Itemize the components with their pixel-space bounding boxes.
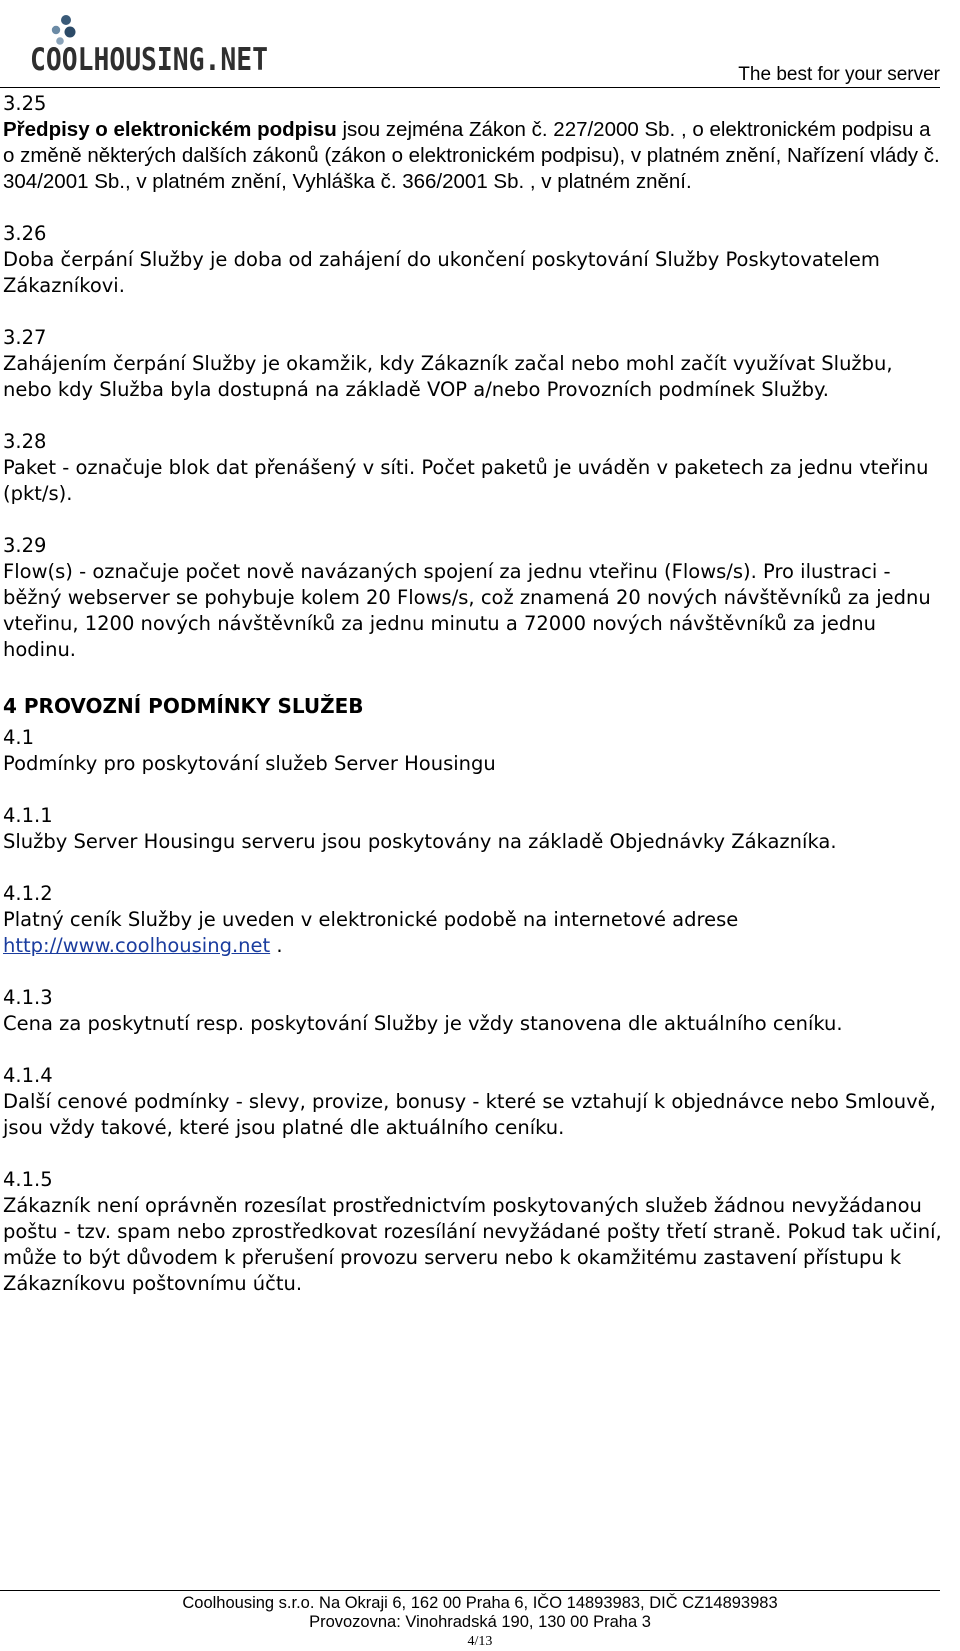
section-number: 4.1.5 [3, 1168, 53, 1191]
section-body-end: . [270, 934, 283, 957]
section-text: Flow(s) - označuje počet nově navázaných spojení za jednu vteřinu (Flows/s). Pro ilustraci - běžný webserver se pohybuje kolem 20 Flows/s, což znamená 20 nových návštěvníků za jednu vteřinu, 1200 nových návštěvníků za jednu minutu a 72000 nových návštěvníků za jednu hodinu. [3, 560, 931, 661]
page-number: 4/13 [467, 1634, 493, 1649]
header-divider [0, 87, 940, 88]
section-number: 3.29 [3, 534, 47, 557]
section-text [3, 907, 943, 959]
section-text: Doba čerpání Služby je doba od zahájení do ukončení poskytování Služby Poskytovatelem Zákazníkovi. [3, 248, 880, 297]
section-text: Cena za poskytnutí resp. poskytování Služby je vždy stanovena dle aktuálního ceníku. [3, 1012, 843, 1035]
footer-address-line: Provozovna: Vinohradská 190, 130 00 Praha 3 [309, 1613, 651, 1631]
tagline: The best for your server [738, 64, 940, 85]
section-text: Zákazník není oprávněn rozesílat prostřednictvím poskytovaných služeb žádnou nevyžádanou poštu - tzv. spam nebo zprostředkovat rozesílání nevyžádané pošty třetí straně. Pokud tak učiní, může to být důvodem k přerušení provozu serveru nebo k okamžitému zastavení přístupu k Zákazníkovu poštovnímu účtu. [3, 1194, 942, 1295]
section-body: Platný ceník Služby je uveden v elektronické podobě na internetové adrese [3, 908, 739, 931]
footer-divider [0, 1590, 940, 1591]
section-text [3, 117, 943, 195]
footer [0, 1594, 960, 1632]
section-number: 4.1 [3, 726, 35, 749]
section-number: 4.1.1 [3, 804, 53, 827]
logo-wordmark: COOLHOUSING.NET [30, 42, 268, 78]
section-text: Podmínky pro poskytování služeb Server Housingu [3, 752, 496, 775]
document-body [3, 91, 943, 1323]
section-text: Zahájením čerpání Služby je okamžik, kdy Zákazník začal nebo mohl začít využívat Službu, nebo kdy Služba byla dostupná na základě VOP a/nebo Provozních podmínek Služby. [3, 352, 893, 401]
section-number: 3.26 [3, 222, 47, 245]
section-bold-term: Předpisy o elektronickém podpisu [3, 118, 337, 141]
section-number: 4.1.4 [3, 1064, 53, 1087]
section-body: jsou zejména Zákon č. 227/2000 Sb. , o elektronickém podpisu a o změně některých dalších zákonů (zákon o elektronickém podpisu), v platném znění, Nařízení vlády č. 304/2001 Sb., v platném znění, Vyhláška č. 366/2001 Sb. , v platném znění. [3, 118, 940, 193]
section-text: Služby Server Housingu serveru jsou poskytovány na základě Objednávky Zákazníka. [3, 830, 837, 853]
section-text: Další cenové podmínky - slevy, provize, bonusy - které se vztahují k objednávce nebo Smlouvě, jsou vždy takové, které jsou platné dle aktuálního ceníku. [3, 1090, 936, 1139]
section-text: Paket - označuje blok dat přenášený v síti. Počet paketů je uváděn v paketech za jednu vteřinu (pkt/s). [3, 456, 929, 505]
section-number: 3.27 [3, 326, 47, 349]
section-number: 3.28 [3, 430, 47, 453]
chapter-heading: 4 PROVOZNÍ PODMÍNKY SLUŽEB [3, 694, 364, 718]
coolhousing-logo [30, 14, 270, 78]
coolhousing-link[interactable]: http://www.coolhousing.net [3, 934, 271, 957]
section-number: 4.1.3 [3, 986, 53, 1009]
footer-company-line: Coolhousing s.r.o. Na Okraji 6, 162 00 Praha 6, IČO 14893983, DIČ CZ14893983 [182, 1594, 778, 1612]
section-number: 4.1.2 [3, 882, 53, 905]
section-number: 3.25 [3, 92, 47, 115]
